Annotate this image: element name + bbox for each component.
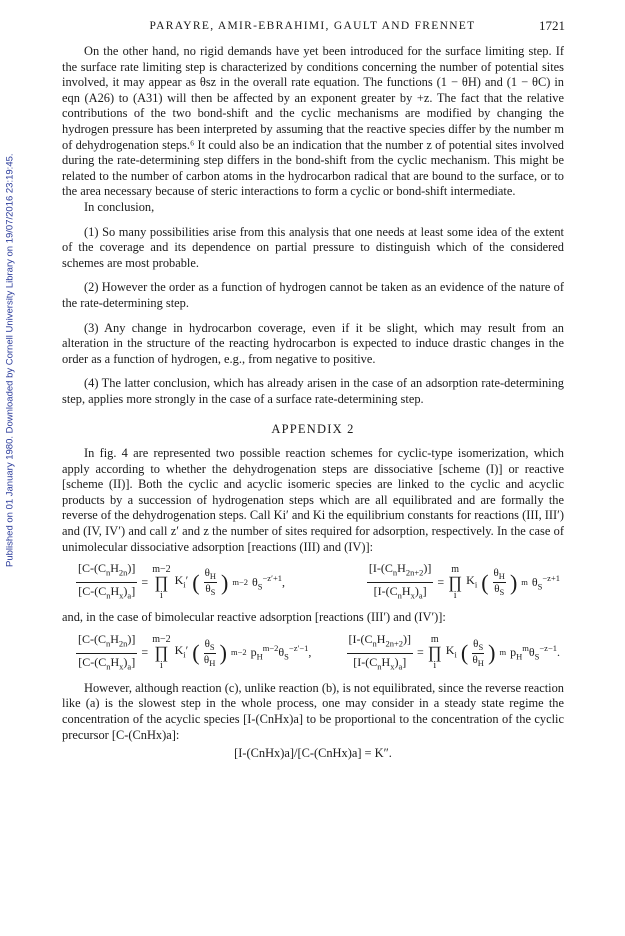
paragraph-in-conclusion: In conclusion,: [84, 199, 155, 214]
equation-acyclic-unimolecular: $\frac{[I-(C_nH_{2n+2})]}{[I-(C_nH_x)_a]}$ = m ∏ i $K_i$ ( $\frac{\theta_H}{\theta_S}$ ) m $\theta_S^{-z+1}$: [368, 561, 560, 601]
download-watermark: Published on 01 January 1980. Downloaded by Cornell University Library on 19/07/2016 23:19:45.: [4, 153, 16, 567]
conclusion-item-3: (3) Any change in hydrocarbon coverage, even if it be slight, which may result from an alteration in the structure of the reacting hydrocarbon is expected to induce drastic changes in the order as a function of hydrogen, e.g., from negative to positive.: [62, 320, 564, 366]
running-title: PARAYRE, AMIR-EBRAHIMI, GAULT AND FRENNET: [149, 20, 476, 32]
equation-ratio: [I-(CnHx)a]/[C-(CnHx)a] = K″.: [234, 746, 392, 761]
appendix-heading: APPENDIX 2: [271, 422, 355, 437]
paragraph-surface-limiting-step: On the other hand, no rigid demands have yet been introduced for the surface limiting step. If the surface rate limiting step is characterized by conditions concerning the number of potential sites involved, it may appear as θsz in the overall rate equation. The functions (1 − θH) and (1 − θC) in eqn (A26) to (A31) will then be affected by an exponent greater by +z. The fact that the relative contributions of the two bond-shift and the cyclic mechanisms are modified by changing the hydrogen pressure has been interpreted by assuming that the reactive species differ by the number m of dehydrogenation steps.⁶ It could also be an indication that the number z of potential sites involved during the rate-determining step differs in the bond-shift from the cyclic mechanism. This might be related to the number of carbon atoms in the hydrocarbon radical that are bound to the surface, or to the area necessary because of steric interactions to form a cyclic or bond-shift intermediate.: [62, 44, 564, 199]
conclusion-item-2: (2) However the order as a function of hydrogen cannot be taken as an evidence of the nature of the rate-determining step.: [62, 280, 564, 310]
paragraph-reaction-schemes: In fig. 4 are represented two possible reaction schemes for cyclic-type isomerization, which apply according to whether the dehydrogenation steps are dissociative [scheme (I)] or reactive [scheme (II)]. Both the cyclic and acyclic isomeric species are linked to the cyclic and acyclic products by a succession of hydrogenation steps which are all equilibrated and are formally the reverse of the dehydrogenation steps. Call Ki′ and Ki the equilibrium constants for reactions (III, III′) and (IV, IV′) and call z′ and z the number of sites required for adsorption, respectively. In the case of unimolecular dissociative adsorption [reactions (III) and (IV)]:: [62, 446, 564, 554]
equation-unimolecular: [62, 561, 564, 604]
paragraph-steady-state: However, although reaction (c), unlike reaction (b), is not equilibrated, since the reverse reaction like (a) is the slowest step in the whole process, one may consider in a steady state regime the concentration of the acyclic species [I-(CnHx)a] to be proportional to the concentration of the cyclic precursor [C-(CnHx)a]:: [62, 680, 564, 742]
page-number: 1721: [539, 18, 565, 33]
conclusion-item-4: (4) The latter conclusion, which has already arisen in the case of an adsorption rate-determining step, applies more strongly in the case of a surface rate-determining step.: [62, 376, 564, 406]
equation-bimolecular: [62, 632, 564, 675]
paragraph-bimolecular: and, in the case of bimolecular reactive adsorption [reactions (III′) and (IV′)]:: [62, 610, 446, 625]
equation-cyclic-unimolecular: $\frac{[C-(C_nH_{2n})]}{[C-(C_nH_x)_a]}$ = m−2 ∏ i $K_i'$ ( $\frac{\theta_H}{\theta_S}$ ) m−2 $\theta_S^{-z'+1}$,: [78, 561, 285, 601]
article-body: [62, 44, 564, 762]
equation-acyclic-bimolecular: $\frac{[I-(C_nH_{2n+2})]}{[I-(C_nH_x)_a]}$ = m ∏ i $K_i$ ( $\frac{\theta_S}{\theta_H}$ ) m $p_H^m\theta_S^{-z-1}$.: [348, 631, 560, 672]
equation-cyclic-bimolecular: $\frac{[C-(C_nH_{2n})]}{[C-(C_nH_x)_a]}$ = m−2 ∏ i $K_i'$ ( $\frac{\theta_S}{\theta_H}$ ) m−2 $p_H^{m-2}\theta_S^{-z'-1}$,: [78, 631, 312, 672]
conclusion-item-1: (1) So many possibilities arise from this analysis that one needs at least some idea of the extent of the coverage and its dependence on partial pressure to distinguish which of the considered schemes are most probable.: [62, 224, 564, 270]
